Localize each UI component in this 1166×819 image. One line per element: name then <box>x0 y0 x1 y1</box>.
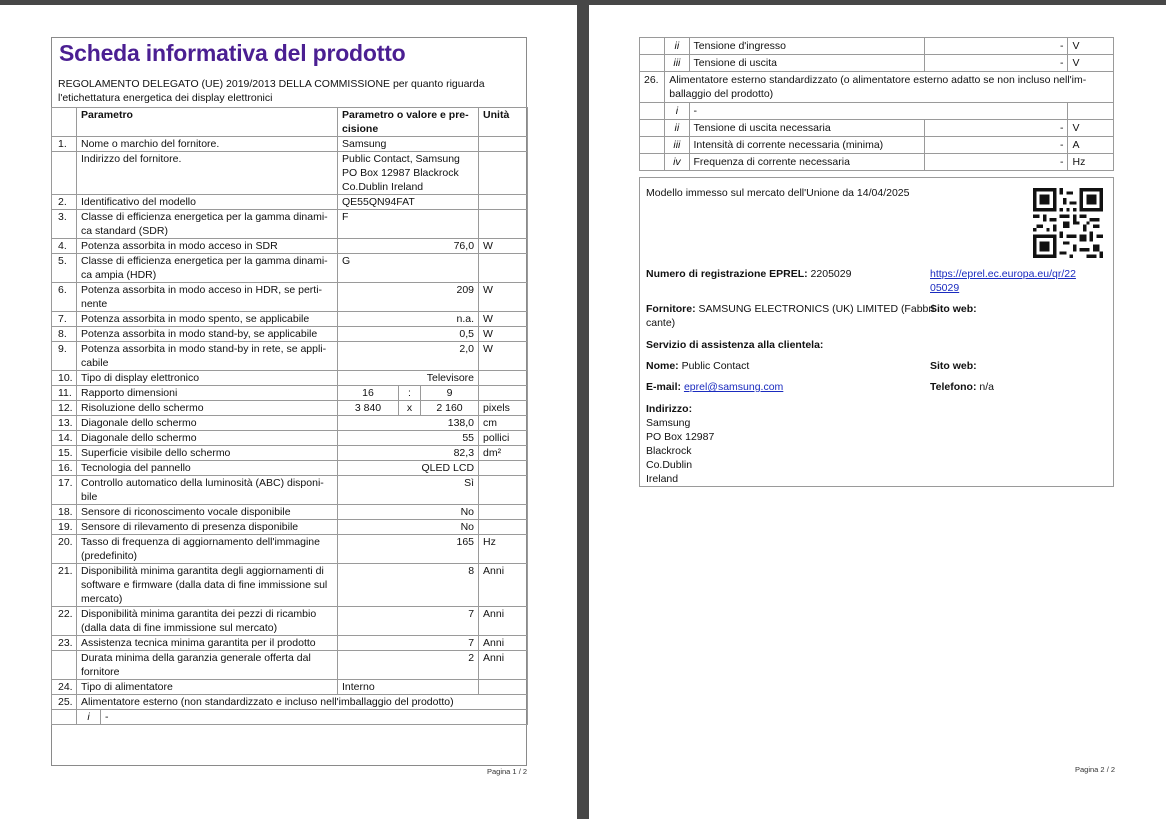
table-row: 15. Superficie visibile dello schermo 82,3 dm² <box>52 446 528 461</box>
table-row: 2. Identificativo del modello QE55QN94FAT <box>52 195 528 210</box>
table-row: 24. Tipo di alimentatore Interno <box>52 680 528 695</box>
table-row: 18. Sensore di riconoscimento vocale disponibile No <box>52 505 528 520</box>
table-row: iii Intensità di corrente necessaria (minima) - A <box>640 137 1114 154</box>
supplier-line1: SAMSUNG ELECTRONICS (UK) LIMITED (Fabbri <box>698 303 935 315</box>
table-row: 5. Classe di efficienza energetica per la gamma dinami- ca ampia (HDR) G <box>52 254 528 283</box>
page-subtitle: REGOLAMENTO DELEGATO (UE) 2019/2013 DELLA COMMISSIONE per quanto riguarda l'etichettatura energetica dei display elettronici <box>58 78 485 104</box>
table-row: 1. Nome o marchio del fornitore. Samsung <box>52 137 528 152</box>
table-row: ii Tensione d'ingresso - V <box>640 38 1114 55</box>
table-row: 9. Potenza assorbita in modo stand-by in rete, se appli- cabile 2,0 W <box>52 342 528 371</box>
header-param: Parametro <box>77 108 338 137</box>
table-row: i - <box>640 103 1114 120</box>
table-row <box>52 710 528 725</box>
table-row: 14. Diagonale dello schermo 55 pollici <box>52 431 528 446</box>
table-row: 22. Disponibilità minima garantita dei pezzi di ricambio (dalla data di fine immissione sul mercato) 7 Anni <box>52 607 528 636</box>
table-row: 19. Sensore di rilevamento di presenza disponibile No <box>52 520 528 535</box>
document-page-2 <box>589 5 1166 819</box>
table-row: ii Tensione di uscita necessaria - V <box>640 120 1114 137</box>
supplier-label: Fornitore: <box>646 303 696 315</box>
table-row: 20. Tasso di frequenza di aggiornamento dell'immagine (predefinito) 165 Hz <box>52 535 528 564</box>
table-row: 23. Assistenza tecnica minima garantita per il prodotto 7 Anni <box>52 636 528 651</box>
supplier-line2: cante) <box>646 317 676 329</box>
name-label: Nome: <box>646 360 679 372</box>
table-row: 10. Tipo di display elettronico Televisore <box>52 371 528 386</box>
table-row: 13. Diagonale dello schermo 138,0 cm <box>52 416 528 431</box>
website-label-2: Sito web: <box>930 360 977 372</box>
product-sheet-frame <box>51 37 527 766</box>
sub-table: i - <box>77 710 497 724</box>
eprel-label: Numero di registrazione EPREL: <box>646 268 808 280</box>
address-line: Ireland <box>646 473 679 485</box>
website-label-1: Sito web: <box>930 303 977 315</box>
page-number: Pagina 2 / 2 <box>1075 765 1116 774</box>
page-number: Pagina 1 / 2 <box>487 767 528 776</box>
table-row: Indirizzo del fornitore. Public Contact, Samsung PO Box 12987 Blackrock Co.Dublin Ireland <box>52 152 528 195</box>
header-value: Parametro o valore e pre- cisione <box>338 108 479 137</box>
header-unit: Unità <box>479 108 528 137</box>
service-label: Servizio di assistenza alla clientela: <box>646 339 824 351</box>
table-row: 11. Rapporto dimensioni 16 : 9 <box>52 386 528 401</box>
phone-value: n/a <box>979 381 994 393</box>
table-row: 3. Classe di efficienza energetica per la gamma dinami- ca standard (SDR) F <box>52 210 528 239</box>
email-label: E-mail: <box>646 381 682 393</box>
email-link[interactable]: eprel@samsung.com <box>683 381 784 393</box>
document-page-1 <box>0 5 577 819</box>
table-row: Durata minima della garanzia generale offerta dal fornitore 2 Anni <box>52 651 528 680</box>
phone-label: Telefono: <box>930 381 977 393</box>
table-row: 21. Disponibilità minima garantita degli aggiornamenti di software e firmware (dalla data di fine immissione sul mercato) 8 Anni <box>52 564 528 607</box>
table-row: iii Tensione di uscita - V <box>640 55 1114 72</box>
table-row: 26. Alimentatore esterno standardizzato (o alimentatore esterno adatto se non incluso nell'im- ballaggio del prodotto) <box>640 72 1114 103</box>
eprel-info-box <box>639 177 1114 487</box>
table-row: 8. Potenza assorbita in modo stand-by, se applicabile 0,5 W <box>52 327 528 342</box>
market-date: Modello immesso sul mercato dell'Unione da 14/04/2025 <box>646 187 910 199</box>
table-row: 4. Potenza assorbita in modo acceso in SDR 76,0 W <box>52 239 528 254</box>
table-row: iv Frequenza di corrente necessaria - Hz <box>640 154 1114 171</box>
address-line: Samsung <box>646 417 691 429</box>
spec-table <box>51 107 528 725</box>
eprel-link-1[interactable]: https://eprel.ec.europa.eu/qr/22 <box>930 268 1076 280</box>
address-label: Indirizzo: <box>646 403 693 415</box>
table-row: 16. Tecnologia del pannello QLED LCD <box>52 461 528 476</box>
table-row: 12. Risoluzione dello schermo 3 840 x 2 160 pixels <box>52 401 528 416</box>
address-line: PO Box 12987 <box>646 431 715 443</box>
address-line: Co.Dublin <box>646 459 693 471</box>
name-value: Public Contact <box>681 360 750 372</box>
eprel-link-2[interactable]: 05029 <box>930 282 960 294</box>
table-row: 7. Potenza assorbita in modo spento, se applicabile n.a. W <box>52 312 528 327</box>
eprel-number: 2205029 <box>810 268 852 280</box>
power-supply-table <box>639 37 1114 171</box>
qr-code-icon <box>1033 188 1103 258</box>
page-title: Scheda informativa del prodotto <box>59 40 406 66</box>
table-row: 6. Potenza assorbita in modo acceso in HDR, se perti- nente 209 W <box>52 283 528 312</box>
address-line: Blackrock <box>646 445 692 457</box>
table-row: 17. Controllo automatico della luminosità (ABC) disponi- bile Sì <box>52 476 528 505</box>
table-row: 25. Alimentatore esterno (non standardizzato e incluso nell'imballaggio del prodotto) <box>52 695 528 710</box>
table-header-row <box>52 108 528 137</box>
